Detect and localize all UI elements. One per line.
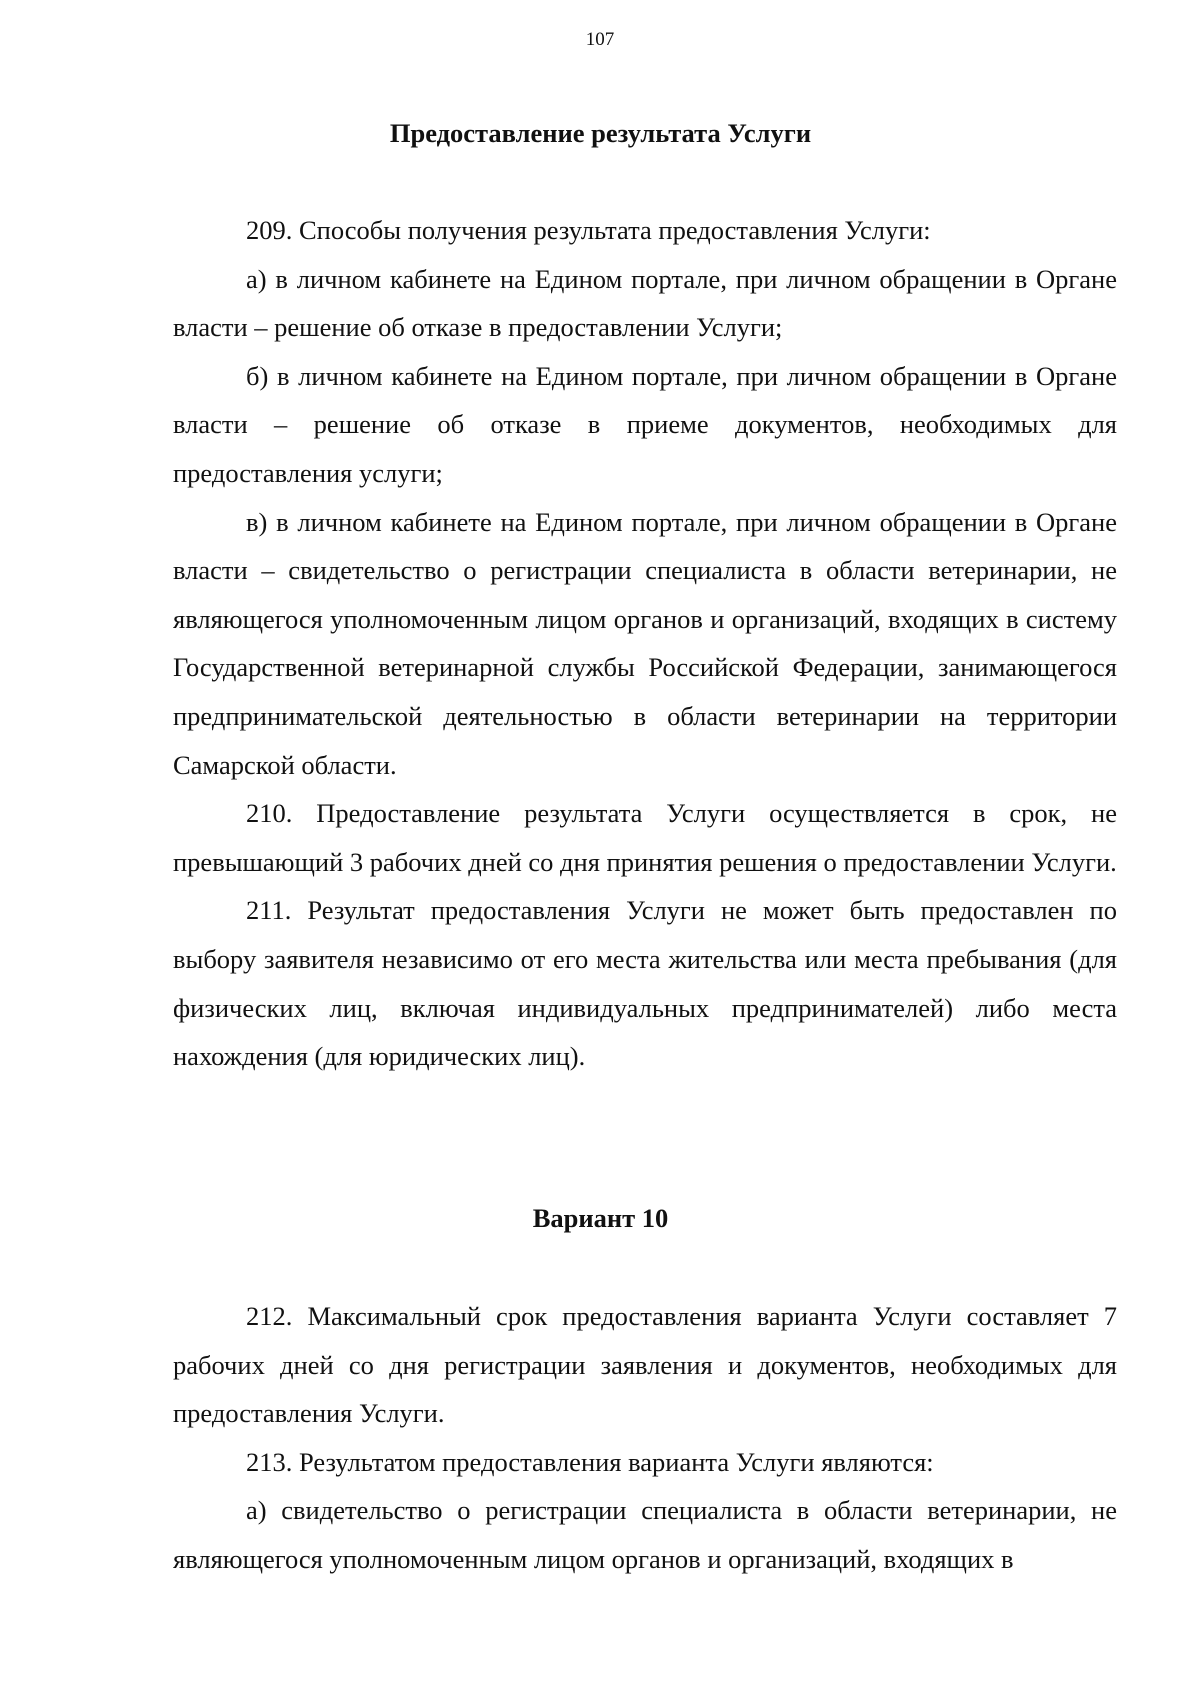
- section-body-result: [173, 206, 1117, 1081]
- page-number: 107: [585, 29, 615, 50]
- paragraph-211: 211. Результат предоставления Услуги не может быть предоставлен по выбору заявителя независимо от его места жительства или места пребывания (для физических лиц, включая индивидуальных предпринимателей) либо места нахождения (для юридических лиц).: [173, 895, 1117, 1072]
- paragraph-213: 213. Результатом предоставления варианта Услуги являются:: [246, 1446, 934, 1477]
- section-heading-result: Предоставление результата Услуги: [389, 118, 812, 148]
- paragraph-213-a: а) свидетельство о регистрации специалиста в области ветеринарии, не являющегося уполномоченным лицом органов и организаций, входящих в: [173, 1495, 1117, 1574]
- paragraph-209: 209. Способы получения результата предоставления Услуги:: [246, 215, 931, 245]
- section-body-variant-10: [173, 1292, 1117, 1584]
- paragraph-209-b: б) в личном кабинете на Едином портале, при личном обращении в Органе власти – решение об отказе в приеме документов, необходимых для предоставления услуги;: [173, 360, 1117, 488]
- section-heading-variant-10: Вариант 10: [532, 1203, 669, 1233]
- paragraph-209-v: в) в личном кабинете на Едином портале, при личном обращении в Органе власти – свидетельство о регистрации специалиста в области ветеринарии, не являющегося уполномоченным лицом органов и организаций, входящих в систему Государственной ветеринарной службы Российской Федерации, занимающегося предпринимательской деятельностью в области ветеринарии на территории Самарской области.: [173, 506, 1117, 780]
- paragraph-209-a: а) в личном кабинете на Едином портале, при личном обращении в Органе власти – решение об отказе в предоставлении Услуги;: [173, 263, 1117, 343]
- paragraph-212: 212. Максимальный срок предоставления варианта Услуги составляет 7 рабочих дней со дня регистрации заявления и документов, необходимых для предоставления Услуги.: [173, 1301, 1117, 1429]
- paragraph-210: 210. Предоставление результата Услуги осуществляется в срок, не превышающий 3 рабочих дней со дня принятия решения о предоставлении Услуги.: [173, 798, 1117, 877]
